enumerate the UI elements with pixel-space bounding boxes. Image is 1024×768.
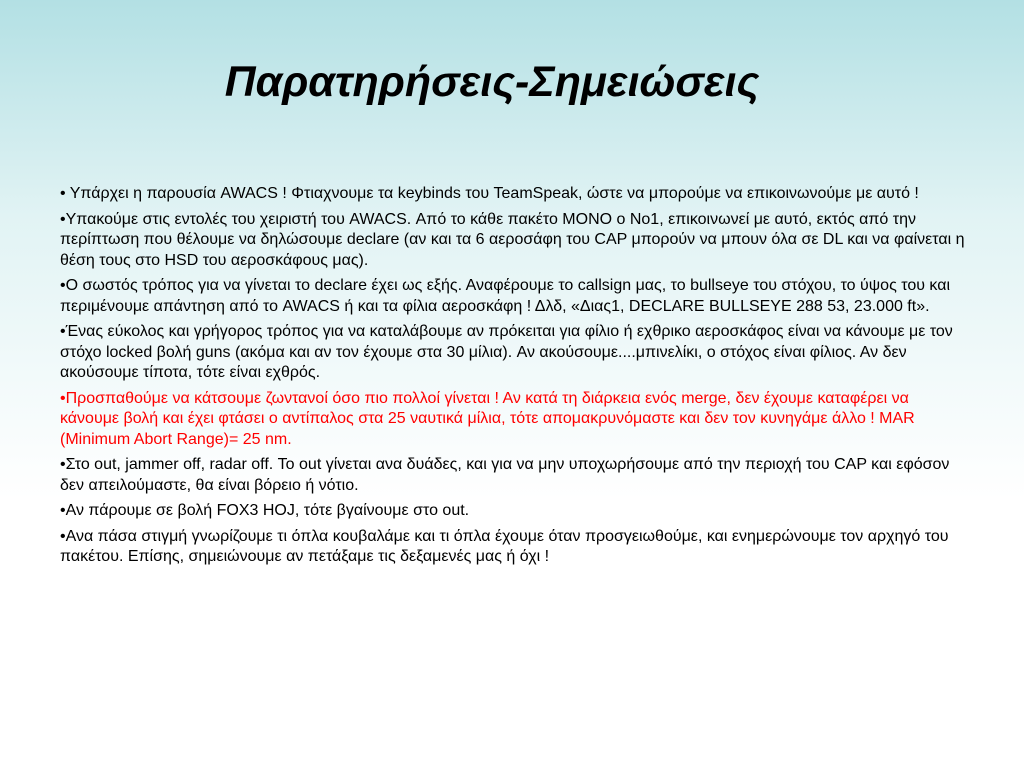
bullet-fox3-hoj: •Αν πάρουμε σε βολή FOX3 HOJ, τότε βγαίνουμε στο out. (60, 502, 470, 519)
bullet-awacs-commands: •Υπακούμε στις εντολές του χειριστή του AWACS. Από το κάθε πακέτο MONO ο No1, επικοινωνεί με αυτό, εκτός από την περίπτωση που θέλουμε να δηλώσουμε declare (αν και τα 6 αεροσάφη του CAP μπορούν να μπουν όλα σε DL και να φαίνεται η θέση τους στο HSD του αεροσκάφους μας). (60, 210, 965, 269)
bullet-declare-procedure: •O σωστός τρόπος για να γίνεται το declare έχει ως εξής. Αναφέρουμε το callsign μας, το bullseye του στόχου, το ύψος του και περιμένουμε απάντηση από το AWACS ή και τα φίλια αεροσκάφη ! Δλδ, «Διας1, DECLARE BULLSEYE 288 53, 23.000 ft». (60, 277, 951, 315)
bullet-survival-warning: •Προσπαθούμε να κάτσουμε ζωντανοί όσο πιο πολλοί γίνεται ! Αν κατά τη διάρκεια ενός merge, δεν έχουμε καταφέρει να κάνουμε βολή και έχει φτάσει ο αντίπαλος στα 25 ναυτικά μίλια, τότε απομακρυνόμαστε και δεν τον κυνηγάμε άλλο ! MAR (Minimum Abort Range)= 25 nm. (60, 389, 915, 448)
bullet-weapons-status: •Ανα πάσα στιγμή γνωρίζουμε τι όπλα κουβαλάμε και τι όπλα έχουμε όταν προσγειωθούμε, και ενημερώνουμε τον αρχηγό του πακέτου. Επίσης, σημειώνουμε αν πετάξαμε τις δεξαμενές μας ή όχι ! (60, 527, 949, 565)
bullet-friend-or-foe: •Ένας εύκολος και γρήγορος τρόπος για να καταλάβουμε αν πρόκειται για φίλιο ή εχθρικο αεροσκάφος είναι να κάνουμε με τον στόχο locked βολή guns (ακόμα και αν τον έχουμε στα 30 μίλια). Αν ακούσουμε....μπινελίκι, ο στόχος είναι φίλιος. Αν δεν ακούσουμε τίποτα, τότε είναι εχθρός. (60, 323, 953, 381)
bullet-out-procedure: •Στο out, jammer off, radar off. Το out γίνεται ανα δυάδες, και για να μην υποχωρήσουμε από την περιοχή του CAP και εφόσον δεν απειλούμαστε, θα είναι βόρειο ή νότιο. (60, 456, 950, 494)
bullet-list (60, 184, 972, 573)
bullet-awacs-presence: • Υπάρχει η παρουσία AWACS ! Φτιαχνουμε τα keybinds του TeamSpeak, ώστε να μπορούμε να επικοινωνούμε με αυτό ! (60, 185, 919, 202)
slide-title: Παρατηρήσεις-Σημειώσεις (224, 58, 760, 106)
